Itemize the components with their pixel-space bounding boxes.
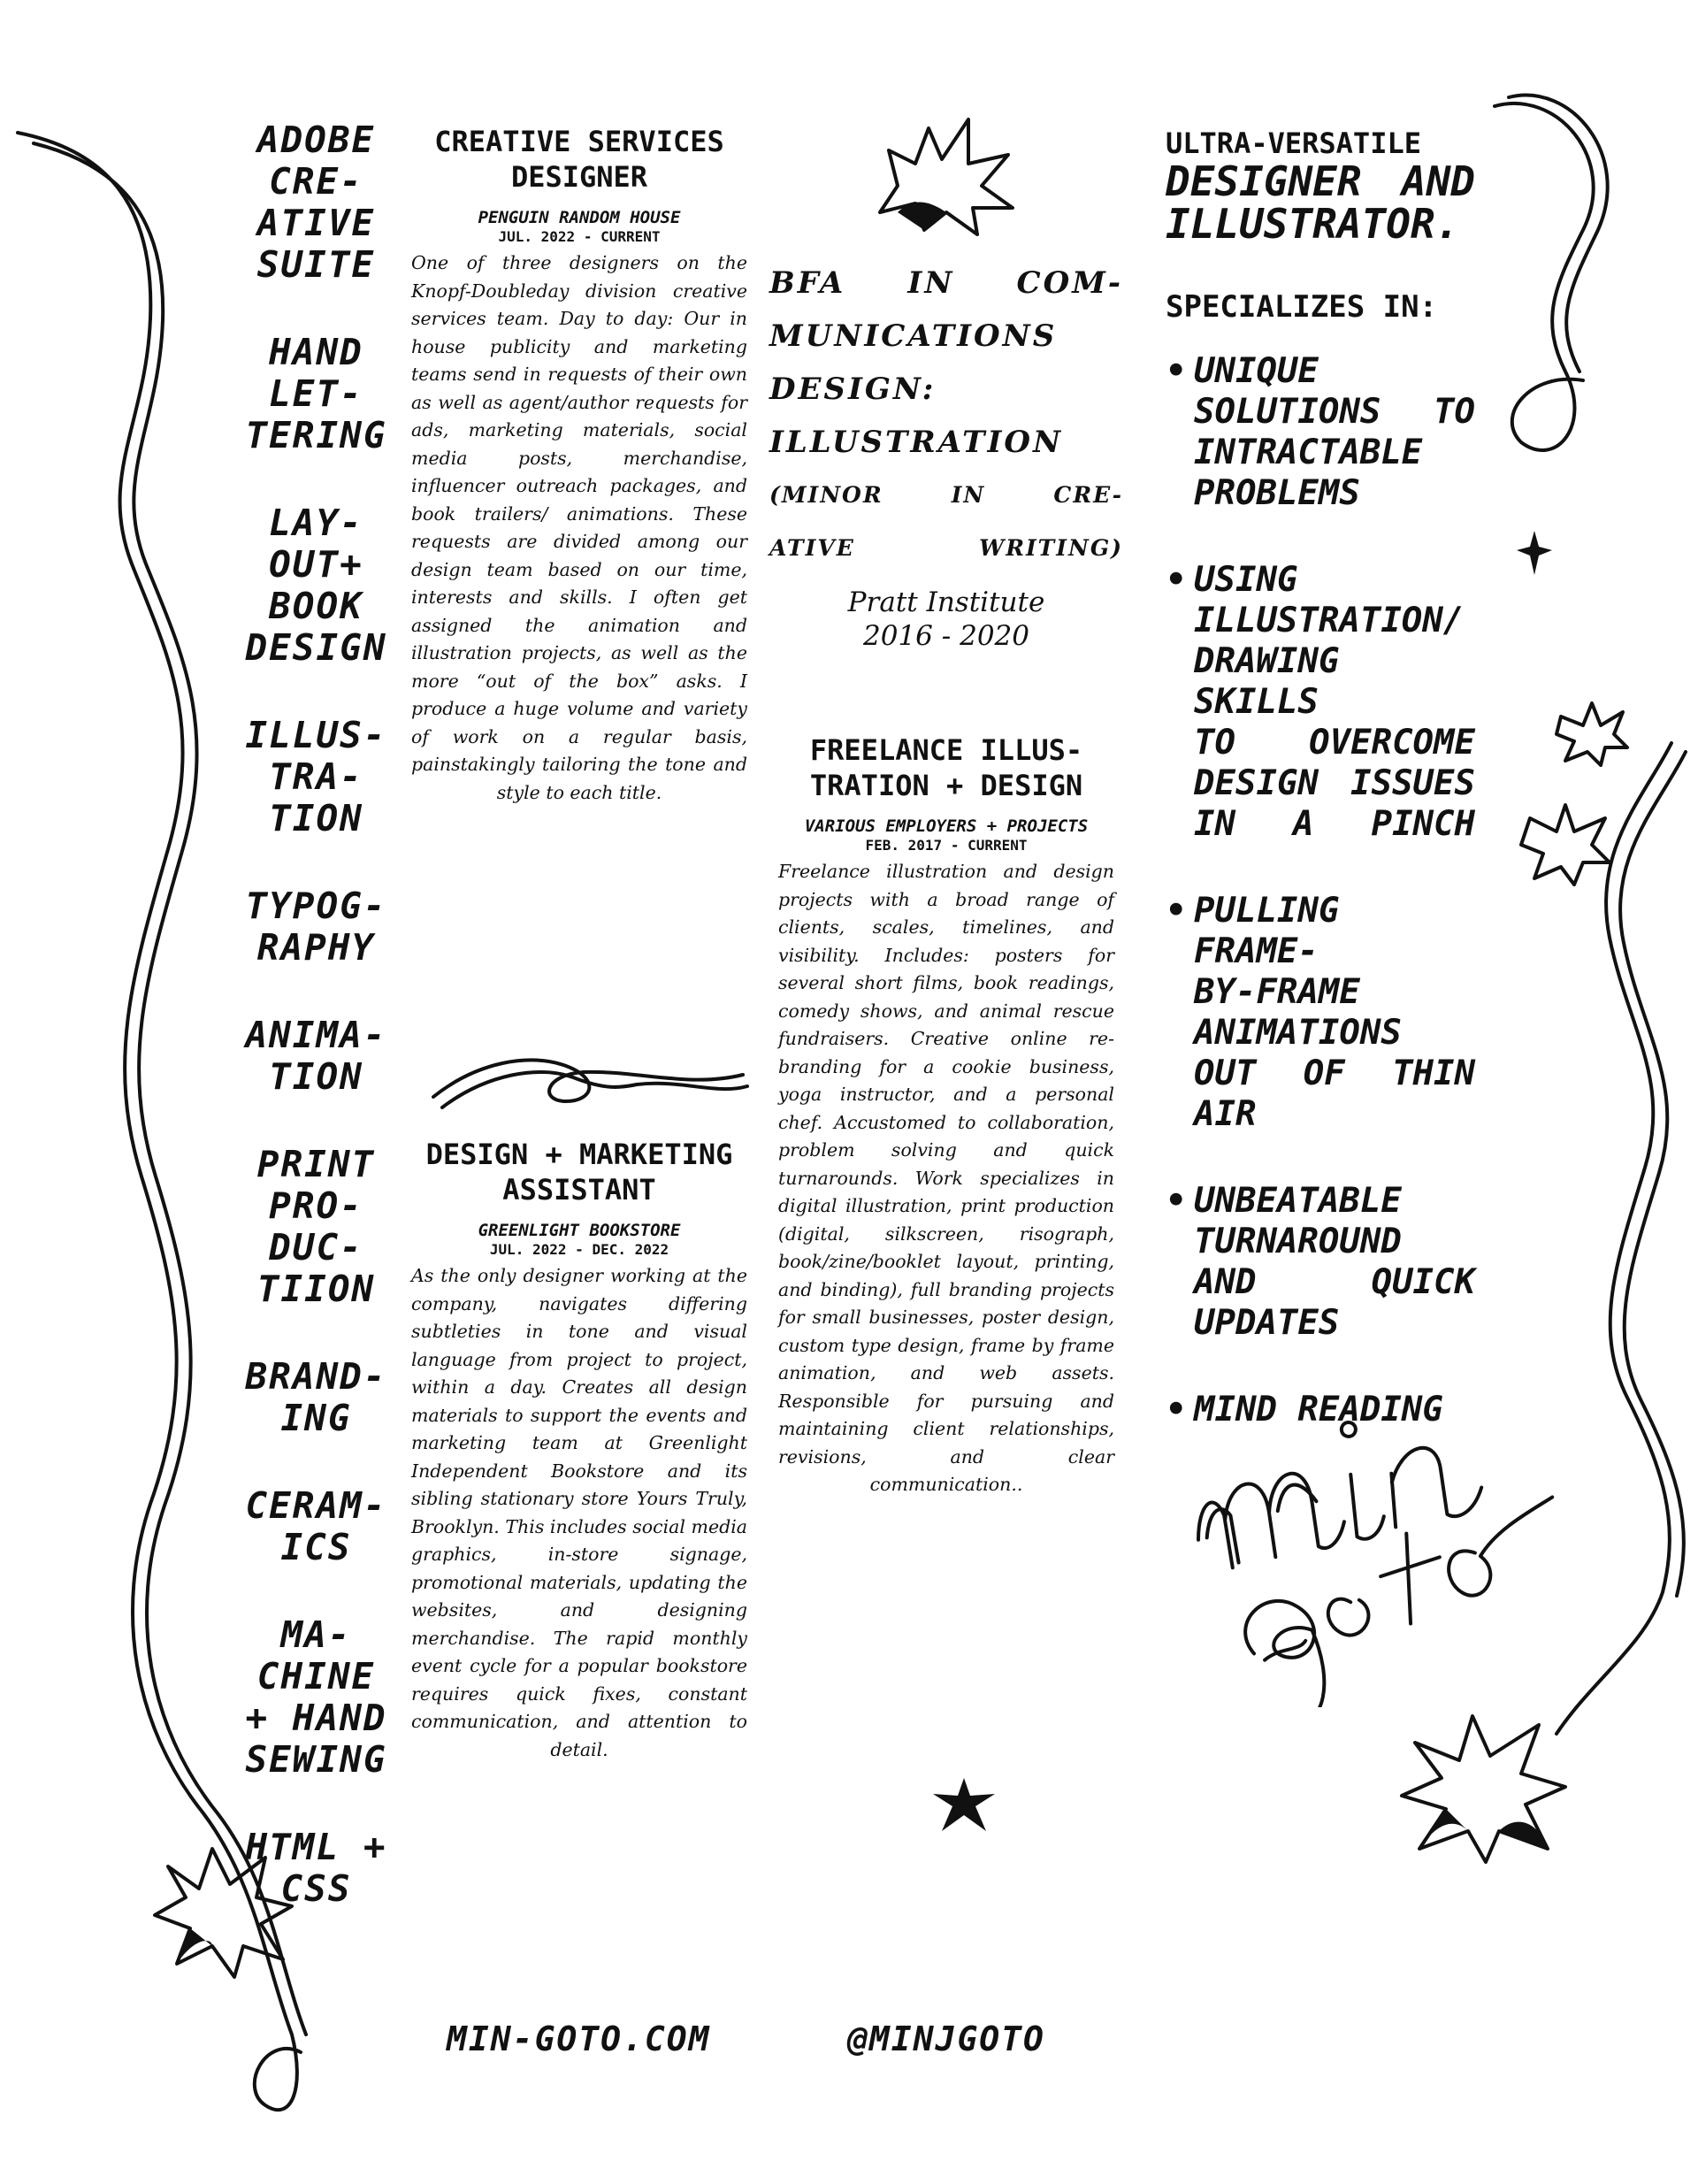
starburst-bottom-right [1397, 1707, 1574, 1866]
bullet: • [1166, 351, 1187, 391]
profile-column [1166, 126, 1475, 1476]
skill-hand-lettering: HAND LET- TERING [245, 331, 387, 456]
small-star-right [1517, 531, 1552, 575]
school-name: Pratt Institute [847, 586, 1045, 618]
bullet: • [1166, 1181, 1187, 1221]
specialty-item [1166, 891, 1475, 1135]
skill-illustration: ILLUS- TRA- TION [245, 714, 387, 839]
bullet: • [1166, 1390, 1187, 1429]
skill-sewing: MA- CHINE + HAND SEWING [245, 1613, 387, 1781]
headline: DESIGNER AND ILLUSTRATOR. [1166, 157, 1475, 248]
job-title: CREATIVE SERVICES DESIGNER [434, 125, 724, 194]
job-freelance [778, 732, 1114, 1499]
middle-swirl-line [433, 1060, 747, 1107]
skills-column [239, 119, 394, 1956]
specializes-label: SPECIALIZES IN: [1166, 289, 1438, 325]
starburst-top-center [862, 115, 1021, 239]
tagline: ULTRA-VERSATILE [1166, 126, 1421, 160]
specialty-text: MIND READING [1194, 1390, 1443, 1429]
website-link[interactable]: MIN-GOTO.COM [447, 2019, 711, 2058]
job-title: FREELANCE ILLUS- TRATION + DESIGN [809, 733, 1083, 802]
skill-animation: ANIMA- TION [245, 1014, 387, 1098]
job-dates: JUL. 2022 - CURRENT [498, 228, 661, 245]
job-dates: JUL. 2022 - DEC. 2022 [489, 1241, 669, 1258]
job-description: As the only designer working at the company, navigates differing subtleties in tone and visual language from project to project, within a day. Creates all design materials to support the events and marketing team at Greenlight Independent Bookstore and its sibling stationary store Yours Truly, Brooklyn. This includes social media graphics, in-store signage, promotional materials, updating the websites, and designing merchandise. The rapid monthly event cycle for a popular bookstore requires quick fixes, constant communication, and attention to detail. [411, 1265, 747, 1760]
job-description: Freelance illustration and design projects with a broad range of clients, scales, timelines, and visibility. Includes: posters for several short films, book readings, comedy shows, and animal rescue fundraisers. Creative online re-branding for a cookie business, yoga instructor, and a personal chef. Accustomed to collaboration, problem solving and quick turnarounds. Work specializes in digital illustration, print production (digital, silkscreen, risograph, book/zine/booklet layout, printing, and binding), full branding projects for small businesses, poster design, custom type design, frame by frame animation, and web assets. Responsible for pursuing and maintaining client relationships, revisions, and clear communication.. [778, 861, 1114, 1495]
starburst-right-2 [1517, 801, 1614, 889]
specialty-text: PULLING FRAME- BY-FRAME ANIMATIONS OUT OF THIN AIR [1194, 891, 1475, 1134]
skill-print-production: PRINT PRO- DUC- TIION [256, 1143, 376, 1310]
job-company: GREENLIGHT BOOKSTORE [478, 1221, 681, 1240]
job-company: PENGUIN RANDOM HOUSE [478, 208, 681, 227]
specialty-item [1166, 351, 1475, 514]
skill-ceramics: CERAM- ICS [245, 1484, 387, 1568]
skill-branding: BRAND- ING [245, 1355, 387, 1439]
job-greenlight [411, 1137, 747, 1764]
skill-creative-suite: ADOBE CRE- ATIVE SUITE [256, 119, 376, 286]
job-dates: FEB. 2017 - CURRENT [865, 837, 1028, 854]
job-description: One of three designers on the Knopf-Doubleday division creative services team. Day to day: Our in house publicity and marketing teams send in requests of their own as well as agent/author requests for ads, marketing materials, social media posts, merchandise, influencer outreach packages, and book trailers/ animations. These requests are divided among our design team based on our time, interests and skills. I often get assigned the animation and illustration projects, as well as the more “out of the box” asks. I produce a huge volume and variety of work on a regular basis, painstakingly tailoring the tone and style to each title. [411, 252, 747, 803]
specialty-item [1166, 560, 1475, 845]
minor: (MINOR IN CRE- ATIVE WRITING) [769, 482, 1123, 561]
social-handle-link[interactable]: @MINJGOTO [847, 2019, 1045, 2058]
specialty-text: USING ILLUSTRATION/ DRAWING SKILLS TO OVERCOME DESIGN ISSUES IN A PINCH [1194, 560, 1475, 844]
specialty-text: UNBEATABLE TURNAROUND AND QUICK UPDATES [1194, 1181, 1475, 1343]
degree: BFA IN COM- MUNICATIONS DESIGN: ILLUSTRATION [769, 265, 1123, 460]
skill-html-css: HTML + CSS [245, 1826, 387, 1910]
starburst-right-1 [1552, 699, 1632, 770]
signature-lettering [1167, 1318, 1663, 1707]
bullet: • [1166, 891, 1187, 931]
small-star-center [933, 1778, 995, 1831]
job-title: DESIGN + MARKETING ASSISTANT [425, 1138, 733, 1207]
skill-layout-book-design: LAY- OUT+ BOOK DESIGN [245, 502, 387, 669]
school-years: 2016 - 2020 [863, 620, 1029, 652]
education-block [769, 257, 1123, 653]
specialty-text: UNIQUE SOLUTIONS TO INTRACTABLE PROBLEMS [1194, 351, 1475, 513]
bullet: • [1166, 560, 1187, 600]
specialties-list [1166, 351, 1475, 1430]
job-creative-services [411, 124, 747, 807]
job-company: VARIOUS EMPLOYERS + PROJECTS [804, 816, 1089, 836]
skill-typography: TYPOG- RAPHY [245, 885, 387, 969]
